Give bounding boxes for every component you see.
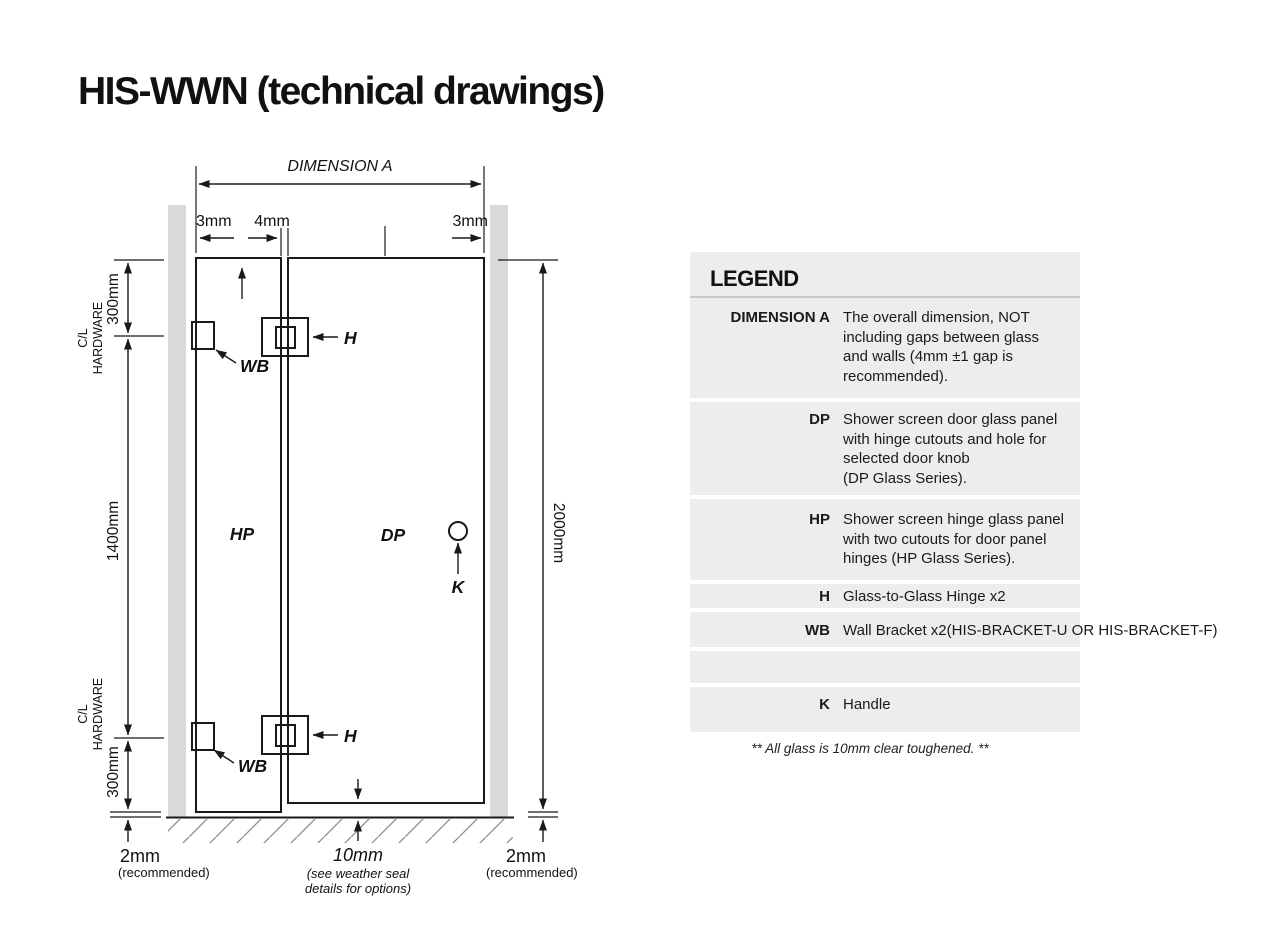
dp-label: DP <box>380 525 406 545</box>
dim-2mm-left-label: 2mm <box>120 846 160 866</box>
legend-title: LEGEND <box>710 266 799 291</box>
hinge-top-label: H <box>344 328 357 348</box>
dim-1400-label: 1400mm <box>105 500 122 562</box>
gap-left-label: 3mm <box>196 213 232 230</box>
dim-2mm-left-note: (recommended) <box>118 865 210 880</box>
hinge-bottom-label: H <box>344 726 357 746</box>
legend-panel <box>690 252 1218 732</box>
glass-footnote: ** All glass is 10mm clear toughened. ** <box>751 741 989 756</box>
dim-300-top-label: 300mm <box>105 273 122 325</box>
legend-desc: Wall Bracket x2(HIS-BRACKET-U OR HIS-BRACKET-F) <box>843 622 1218 639</box>
cl-hardware-bottom-line2: HARDWARE <box>91 677 105 751</box>
wb-bottom-label: WB <box>238 756 268 776</box>
legend-desc: The overall dimension, NOT including gaps between glass and walls (4mm ±1 gap is recommended). <box>843 309 1039 385</box>
legend-desc: Shower screen door glass panel with hinge cutouts and hole for selected door knob (DP Glass Series). <box>843 411 1058 487</box>
hinge-bottom <box>262 716 308 754</box>
legend-row-h <box>690 584 1080 608</box>
legend-row-dimension-a <box>690 298 1080 398</box>
legend-row-k <box>690 687 1080 732</box>
cl-hardware-bottom-line1: C/L <box>76 704 90 724</box>
legend-desc: Glass-to-Glass Hinge x2 <box>843 588 1006 605</box>
legend-desc: Shower screen hinge glass panel with two cutouts for door panel hinges (HP Glass Series). <box>843 511 1064 567</box>
dim-10mm-label: 10mm <box>332 845 384 865</box>
floor-hatching <box>168 819 513 843</box>
legend-term: DIMENSION A <box>730 309 830 326</box>
dim-2000-label: 2000mm <box>550 502 567 564</box>
legend-row-empty <box>690 651 1080 683</box>
wall-right <box>490 205 508 817</box>
page-title: HIS-WWN (technical drawings) <box>78 70 604 113</box>
dim-300-bottom-label: 300mm <box>105 746 122 798</box>
cl-hardware-top-line2: HARDWARE <box>91 301 105 375</box>
dim-10mm-note-2: details for options) <box>304 881 412 896</box>
legend-term: HP <box>809 511 830 528</box>
legend-row-dp <box>690 402 1080 495</box>
legend-term: K <box>819 696 830 713</box>
legend-term: DP <box>809 411 830 428</box>
hinge-top-notch <box>276 327 295 348</box>
legend-desc: Handle <box>843 696 891 713</box>
dimension-a-label: DIMENSION A <box>287 158 393 175</box>
hinge-top <box>262 318 308 356</box>
legend-row-hp <box>690 499 1080 580</box>
hinge-bottom-notch <box>276 725 295 746</box>
handle-hole <box>449 522 467 540</box>
legend-term: H <box>819 588 830 605</box>
gap-right-label: 3mm <box>452 213 488 230</box>
hp-label: HP <box>229 524 255 544</box>
gap-middle-label: 4mm <box>254 213 290 230</box>
wall-left <box>168 205 186 817</box>
dim-2mm-right-note: (recommended) <box>486 865 578 880</box>
cl-hardware-top-line1: C/L <box>76 328 90 348</box>
wb-bottom-leader <box>214 750 234 763</box>
wb-top-leader <box>216 350 236 363</box>
wb-top-label: WB <box>240 356 270 376</box>
dim-2mm-right-label: 2mm <box>506 846 546 866</box>
dim-10mm-note-1: (see weather seal <box>306 866 410 881</box>
legend-term: WB <box>805 622 830 639</box>
handle-label: K <box>451 577 465 597</box>
legend-row-wb <box>690 612 1218 647</box>
